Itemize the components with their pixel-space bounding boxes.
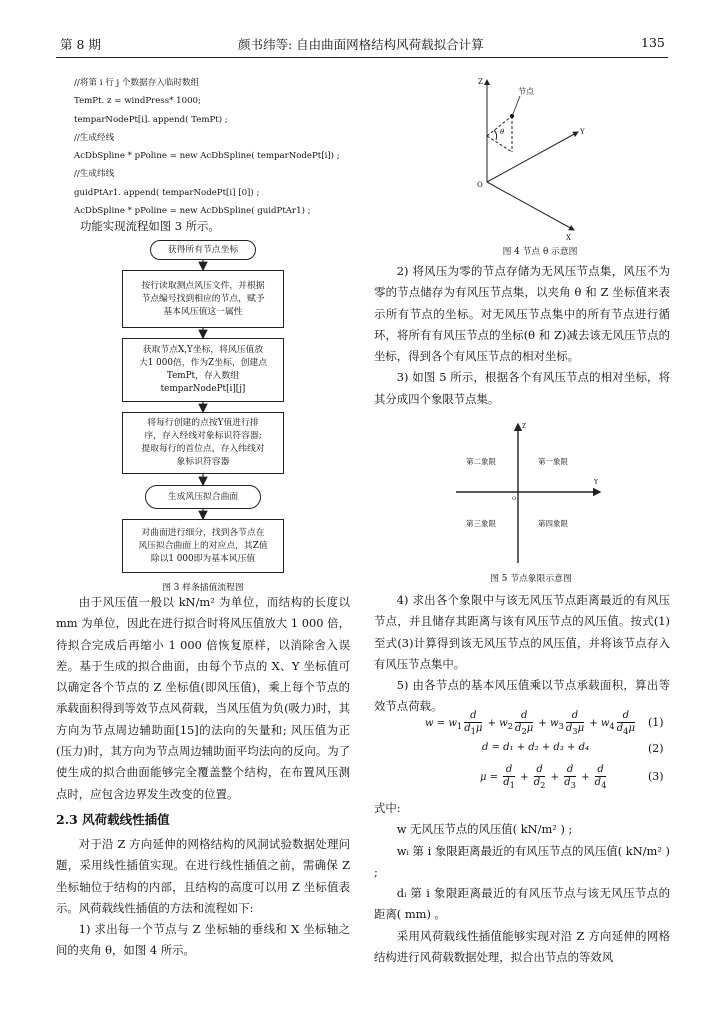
- paragraph: 对于沿 Z 方向延伸的网格结构的风洞试验数据处理问题，采用线性插值实现。在进行线性插值之前，需确保 Z 坐标轴位于结构的内部，且结构的高度可以用 Z 坐标值表示。风荷载线性插值的方法和流程如下:: [56, 837, 350, 915]
- theta-label: θ: [500, 128, 505, 136]
- x-axis: [487, 182, 574, 230]
- equation-3-number: (3): [648, 770, 664, 783]
- section-heading: 2.3 风荷载线性插值: [56, 812, 170, 827]
- flow-step-4: 将每行创建的点按Y值进行排 序，存入经线对象标识符容器; 提取每行的首位点，存入纬线对 象标识符容器: [122, 412, 284, 474]
- left-column-body: [56, 592, 350, 805]
- y-label: Y: [594, 479, 598, 486]
- paragraph: 4) 求出各个象限中与该无风压节点距离最近的有风压节点，并且储存其距离与该有风压节点的风压值。按式(1)至式(3)计算得到该无风压节点的风压值，并将该节点存入有风压节点集中。: [374, 593, 670, 671]
- figure-5-diagram: [452, 418, 610, 568]
- origin-label: O: [477, 181, 483, 189]
- running-title: 颜书纬等: 自由曲面网格结构风荷载拟合计算: [238, 37, 484, 52]
- definition-di: dᵢ 第 i 象限距离最近的有风压节点与该无风压节点的距离( mm) 。: [374, 886, 670, 922]
- quadrant-3-label: 第三象限: [466, 519, 496, 528]
- equation-3: μ = $\frac{d}{d_1}$ + $\frac{d}{d_2}$ + $\frac{d}{d_3}$ + $\frac{d}{d_4}$: [480, 764, 607, 790]
- code-line: //生成纬线: [74, 169, 115, 180]
- issue-number: 第 8 期: [60, 37, 101, 52]
- right-column-middle: [374, 590, 670, 718]
- right-column-top: [374, 261, 670, 410]
- paragraph: 由于风压值一般以 kN/m² 为单位，而结构的长度以 mm 为单位，因此在进行拟合时将风压值放大 1 000 倍，待拟合完成后再缩小 1 000 倍恢复原样，以消除舍入误差。基于生成的拟合曲面，由每个节点的 X、Y 坐标值可以确定各个节点的 Z 坐标值(即风压值)，乘上每个节点的承载面积得到等效节点风荷载，当风压值为负(吸力)时，其方向为节点周边辅助面[15]的法向的矢量和; 风压值为正(压力)时，其方向为节点周边辅助面平均法向的反向。为了使生成的拟合曲面能够完全覆盖整个结构，在布置风压测点时，应包含边界发生改变的位置。: [56, 595, 350, 801]
- page-number: 135: [641, 35, 665, 50]
- paragraph: 5) 由各节点的基本风压值乘以节点承载面积，算出等效节点荷载。: [374, 678, 670, 714]
- node-leader-line: [513, 96, 520, 114]
- quadrant-4-label: 第四象限: [538, 519, 568, 528]
- z-label: Z: [478, 78, 483, 86]
- figure-5-caption: 图 5 节点象限示意图: [490, 574, 572, 584]
- flow-intro: 功能实现流程如图 3 所示。: [80, 219, 220, 233]
- flow-step-1: 获得所有节点坐标: [150, 240, 256, 260]
- y-axis: [487, 132, 578, 182]
- equation-1: $w = w_1$ $\frac{d}{d_1\mu}$ + $w_2$ $\frac{d}{d_2\mu}$ + $w_3$ $\frac{d}{d_3\mu}$ + $w_4$ $\frac{d}{d_4\mu}$: [425, 710, 635, 736]
- figure-4-caption: 图 4 节点 θ 示意图: [502, 247, 578, 257]
- code-line: TemPt. z = windPress* 1000;: [74, 96, 201, 107]
- equation-2-number: (2): [648, 742, 664, 755]
- where-label: 式中:: [374, 801, 401, 815]
- node-point: [510, 114, 514, 118]
- right-column-bottom: [374, 798, 670, 968]
- node-label: 节点: [518, 87, 534, 96]
- z-label: Z: [522, 423, 527, 430]
- flow-step-2: 按行读取测点风压文件，并根据 节点编号找到相应的节点，赋予 基本风压值这一属性: [122, 270, 284, 328]
- paragraph: 2) 将风压为零的节点存储为无风压节点集，风压不为零的节点储存为有风压节点集，以夹角 θ 和 Z 坐标值来表示所有节点的坐标。对无风压节点集中的所有节点进行循环，将所有有风压节点的坐标(θ 和 Z)减去该无风压节点的坐标，得到各个有风压节点的相对坐标。: [374, 264, 670, 364]
- definition-wi: wᵢ 第 i 象限距离最近的有风压节点的风压值( kN/m² ) ;: [374, 843, 670, 879]
- code-line: //生成经线: [74, 132, 115, 143]
- paragraph: 3) 如图 5 所示，根据各个有风压节点的相对坐标，将其分成四个象限节点集。: [374, 370, 670, 406]
- code-line: //将第 i 行 j 个数据存入临时数组: [74, 78, 200, 88]
- flow-step-6: 对曲面进行细分，找到各节点在 风压拟合曲面上的对应点，其Z值 除以1 000即为基本风压值: [122, 519, 284, 573]
- theta-arc: [494, 130, 497, 140]
- equation-2: d = d₁ + d₂ + d₃ + d₄: [482, 742, 589, 753]
- quadrant-1-label: 第一象限: [538, 457, 568, 466]
- flow-step-5: 生成风压拟合曲面: [145, 485, 261, 509]
- quadrant-2-label: 第二象限: [466, 457, 496, 466]
- code-line: AcDbSpline * pPoline = new AcDbSpline( guidPtAr1) ;: [74, 206, 311, 217]
- definition-w: w 无风压节点的风压值( kN/m² ) ;: [396, 822, 573, 837]
- projection-line: [487, 136, 512, 152]
- origin-label: O: [512, 496, 517, 502]
- figure-4-diagram: [470, 72, 610, 242]
- code-line: guidPtAr1. append( temparNodePt[i] [0]) ;: [74, 187, 260, 198]
- figure-3-caption: 图 3 样条插值流程图: [162, 583, 244, 593]
- flow-step-3: 获取节点X,Y坐标，将风压值放 大1 000倍，作为Z坐标，创建点 TemPt，存入数组 temparNodePt[i][j]: [122, 338, 284, 402]
- code-line: temparNodePt[i]. append( TemPt) ;: [74, 114, 228, 125]
- y-label: Y: [580, 128, 585, 136]
- paragraph: 1) 求出每一个节点与 Z 坐标轴的垂线和 X 坐标轴之间的夹角 θ，如图 4 所示。: [56, 922, 350, 958]
- x-label: X: [566, 234, 571, 242]
- paragraph: 采用风荷载线性插值能够实现对沿 Z 方向延伸的网格结构进行风荷载数据处理，拟合出节点的等效风: [374, 928, 670, 965]
- equation-1-number: (1): [648, 716, 664, 729]
- code-line: AcDbSpline * pPoline = new AcDbSpline( temparNodePt[i]) ;: [74, 151, 340, 162]
- left-column-body-2: [56, 834, 350, 962]
